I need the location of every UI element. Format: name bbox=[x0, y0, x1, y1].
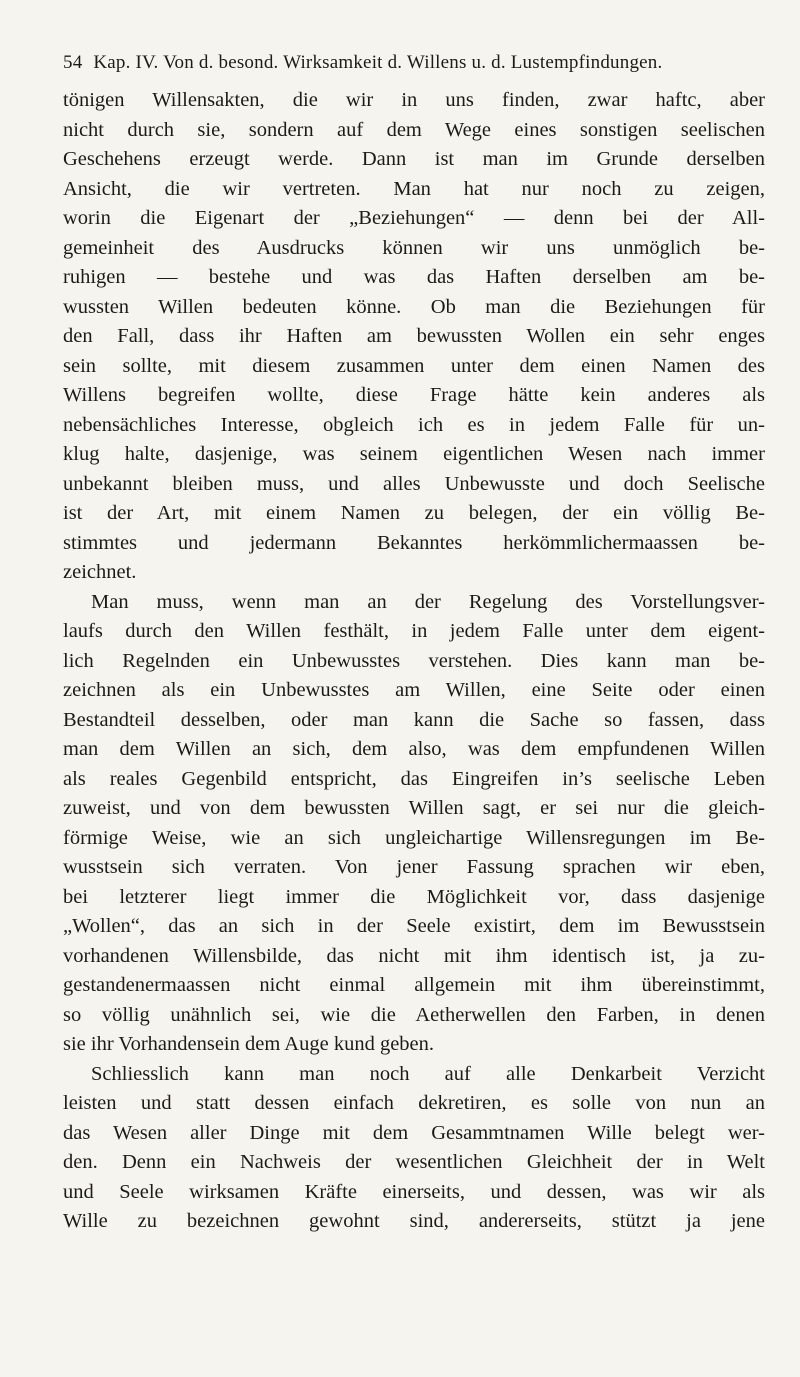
text-line: man dem Willen an sich, dem also, was dem empfundenen Willen bbox=[63, 738, 765, 760]
text-line: das Wesen aller Dinge mit dem Gesammtnamen Wille belegt wer- bbox=[63, 1121, 765, 1144]
text-line: zeichnen als ein Unbewusstes am Willen, eine Seite oder einen bbox=[63, 679, 765, 701]
text-line: sein sollte, mit diesem zusammen unter dem einen Namen des bbox=[63, 354, 765, 377]
text-line: ist der Art, mit einem Namen zu belegen, der ein völlig Be- bbox=[63, 502, 765, 524]
text-line: und Seele wirksamen Kräfte einerseits, und dessen, was wir als bbox=[63, 1180, 765, 1203]
text-line: den Fall, dass ihr Haften am bewussten Wollen ein sehr enges bbox=[63, 325, 765, 347]
text-line: Geschehens erzeugt werde. Dann ist man im Grunde derselben bbox=[63, 148, 765, 170]
text-line: „Wollen“, das an sich in der Seele existirt, dem im Bewusstsein bbox=[63, 915, 765, 937]
text-line: laufs durch den Willen festhält, in jedem Falle unter dem eigent- bbox=[63, 620, 765, 642]
text-line: worin die Eigenart der „Beziehungen“ — denn bei der All- bbox=[63, 207, 765, 229]
text-line: gemeinheit des Ausdrucks können wir uns unmöglich be- bbox=[63, 236, 765, 259]
text-line: als reales Gegenbild entspricht, das Eingreifen in’s seelische Leben bbox=[63, 767, 765, 790]
running-title: Kap. IV. Von d. besond. Wirksamkeit d. Willens u. d. Lustempfindungen. bbox=[93, 52, 663, 73]
text-line-paragraph-start: Man muss, wenn man an der Regelung des Vorstellungsver- bbox=[91, 590, 765, 613]
text-line-paragraph-end: zeichnet. bbox=[63, 561, 137, 583]
text-line-paragraph-end: sie ihr Vorhandensein dem Auge kund geben. bbox=[63, 1033, 435, 1055]
text-line: tönigen Willensakten, die wir in uns finden, zwar haftc, aber bbox=[63, 89, 765, 111]
text-line: Willens begreifen wollte, diese Frage hätte kein anderes als bbox=[63, 384, 765, 406]
text-line: gestandenermaassen nicht einmal allgemein mit ihm übereinstimmt, bbox=[63, 974, 765, 996]
text-line: unbekannt bleiben muss, und alles Unbewusste und doch Seelische bbox=[63, 472, 765, 495]
text-line: leisten und statt dessen einfach dekretiren, es solle von nun an bbox=[63, 1092, 765, 1114]
text-line: vorhandenen Willensbilde, das nicht mit ihm identisch ist, ja zu- bbox=[63, 944, 765, 967]
text-line-paragraph-start: Schliesslich kann man noch auf alle Denkarbeit Verzicht bbox=[91, 1062, 765, 1085]
text-line: stimmtes und jedermann Bekanntes herkömmlichermaassen be- bbox=[63, 531, 765, 554]
running-head bbox=[63, 50, 763, 76]
text-line: Ansicht, die wir vertreten. Man hat nur noch zu zeigen, bbox=[63, 177, 765, 200]
text-line: so völlig unähnlich sei, wie die Aetherwellen den Farben, in denen bbox=[63, 1003, 765, 1026]
text-line: den. Denn ein Nachweis der wesentlichen Gleichheit der in Welt bbox=[63, 1151, 765, 1173]
body-text bbox=[63, 86, 765, 1237]
text-line: ruhigen — bestehe und was das Haften derselben am be- bbox=[63, 266, 765, 288]
text-line: Wille zu bezeichnen gewohnt sind, andererseits, stützt ja jene bbox=[63, 1210, 765, 1232]
text-line: bei letzterer liegt immer die Möglichkeit vor, dass dasjenige bbox=[63, 885, 765, 908]
text-line: nicht durch sie, sondern auf dem Wege eines sonstigen seelischen bbox=[63, 118, 765, 141]
text-line: wusstsein sich verraten. Von jener Fassung sprachen wir eben, bbox=[63, 856, 765, 878]
text-line: förmige Weise, wie an sich ungleichartige Willensregungen im Be- bbox=[63, 826, 765, 849]
text-line: klug halte, dasjenige, was seinem eigentlichen Wesen nach immer bbox=[63, 443, 765, 465]
text-line: lich Regelnden ein Unbewusstes verstehen. Dies kann man be- bbox=[63, 649, 765, 672]
page-number: 54 bbox=[63, 52, 83, 73]
text-line: nebensächliches Interesse, obgleich ich es in jedem Falle für un- bbox=[63, 413, 765, 436]
text-line: wussten Willen bedeuten könne. Ob man die Beziehungen für bbox=[63, 295, 765, 318]
text-line: zuweist, und von dem bewussten Willen sagt, er sei nur die gleich- bbox=[63, 797, 765, 819]
text-line: Bestandteil desselben, oder man kann die Sache so fassen, dass bbox=[63, 708, 765, 731]
